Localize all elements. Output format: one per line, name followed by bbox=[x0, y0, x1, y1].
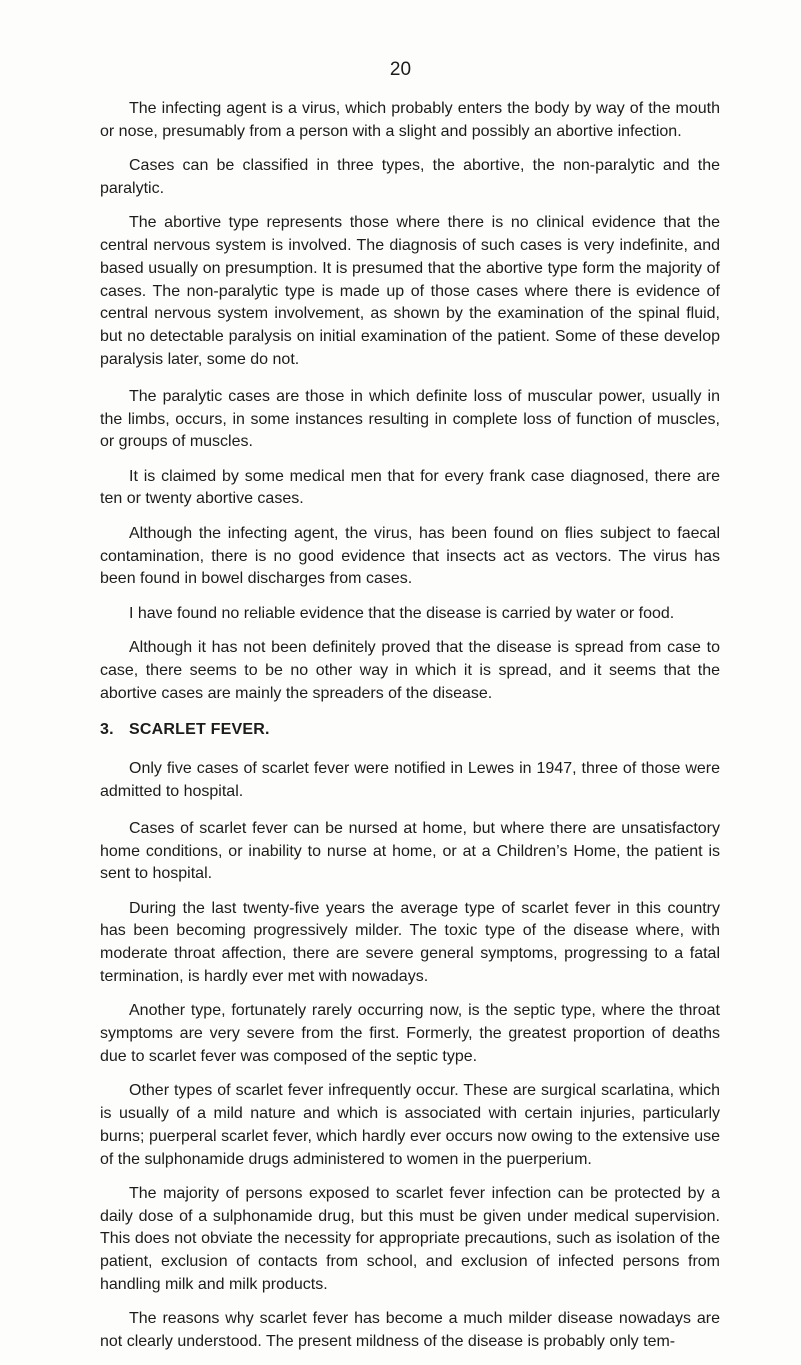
paragraph-flies-vectors: Although the infecting agent, the virus, has been found on flies subject to faecal contamination, there is no good evidence that insects act as vectors. The virus has been found in bowel discharges from cases. bbox=[100, 524, 720, 588]
section-heading bbox=[100, 719, 720, 742]
paragraph-classification: Cases can be classified in three types, the abortive, the non-paralytic and the paralytic. bbox=[100, 157, 720, 197]
body-text bbox=[100, 98, 720, 1365]
section-title: SCARLET FEVER. bbox=[129, 721, 270, 739]
paragraph-paralytic-cases: The paralytic cases are those in which definite loss of muscular power, usually in the limbs, occurs, in some instances resulting in complete loss of function of muscles, or groups of muscles. bbox=[100, 387, 720, 451]
paragraph-protection: The majority of persons exposed to scarlet fever infection can be protected by a daily dose of a sulphonamide drug, but this must be given under medical supervision. This does not obviate the necessity for appropriate precautions, such as isolation of the patient, exclusion of contacts from school, and exclusion of infected persons from handling milk and milk products. bbox=[100, 1184, 720, 1294]
section-number: 3. bbox=[100, 721, 114, 739]
paragraph-other-types: Other types of scarlet fever infrequently occur. These are surgical scarlatina, which is usually of a mild nature and which is associated with certain injuries, particularly burns; puerperal scarlet fever, which hardly ever occurs now owing to the extensive use of the sulphonamide drugs administered to women in the puerperium. bbox=[100, 1082, 720, 1168]
paragraph-spread: Although it has not been definitely proved that the disease is spread from case to case, there seems to be no other way in which it is spread, and it seems that the abortive cases are mainly the spreaders of the disease. bbox=[100, 638, 720, 702]
page-number: 20 bbox=[389, 59, 412, 80]
paragraph-septic-type: Another type, fortunately rarely occurring now, is the septic type, where the throat symptoms are very severe from the first. Formerly, the greatest proportion of deaths due to scarlet fever was composed of the septic type. bbox=[100, 1002, 720, 1065]
paragraph-infecting-agent: The infecting agent is a virus, which probably enters the body by way of the mouth or nose, presumably from a person with a slight and possibly an abortive infection. bbox=[100, 100, 720, 140]
paragraph-cases-notified: Only five cases of scarlet fever were notified in Lewes in 1947, three of those were admitted to hospital. bbox=[100, 760, 720, 800]
paragraph-milder-type: During the last twenty-five years the average type of scarlet fever in this country has been becoming progressively milder. The toxic type of the disease where, with moderate throat affection, there are severe general symptoms, progressing to a fatal termination, is hardly ever met with nowadays. bbox=[100, 899, 720, 985]
paragraph-abortive-type: The abortive type represents those where there is no clinical evidence that the central nervous system is involved. The diagnosis of such cases is very indefinite, and based usually on presumption. It is presumed that the abortive type form the majority of cases. The non-paralytic type is made up of those cases where there is evidence of central nervous system involvement, as shown by the examination of the spinal fluid, but no detectable paralysis on initial examination of the patient. Some of these develop paralysis later, some do not. bbox=[100, 214, 720, 368]
paragraph-nursed-at-home: Cases of scarlet fever can be nursed at home, but where there are unsatisfactory home conditions, or inability to nurse at home, or at a Children’s Home, the patient is sent to hospital. bbox=[100, 819, 720, 883]
paragraph-water-food: I have found no reliable evidence that the disease is carried by water or food. bbox=[129, 604, 675, 622]
paragraph-reasons: The reasons why scarlet fever has become a much milder disease nowadays are not clearly understood. The present mildness of the disease is probably only tem- bbox=[100, 1310, 720, 1351]
paragraph-frank-cases: It is claimed by some medical men that for every frank case diagnosed, there are ten or twenty abortive cases. bbox=[100, 467, 720, 508]
